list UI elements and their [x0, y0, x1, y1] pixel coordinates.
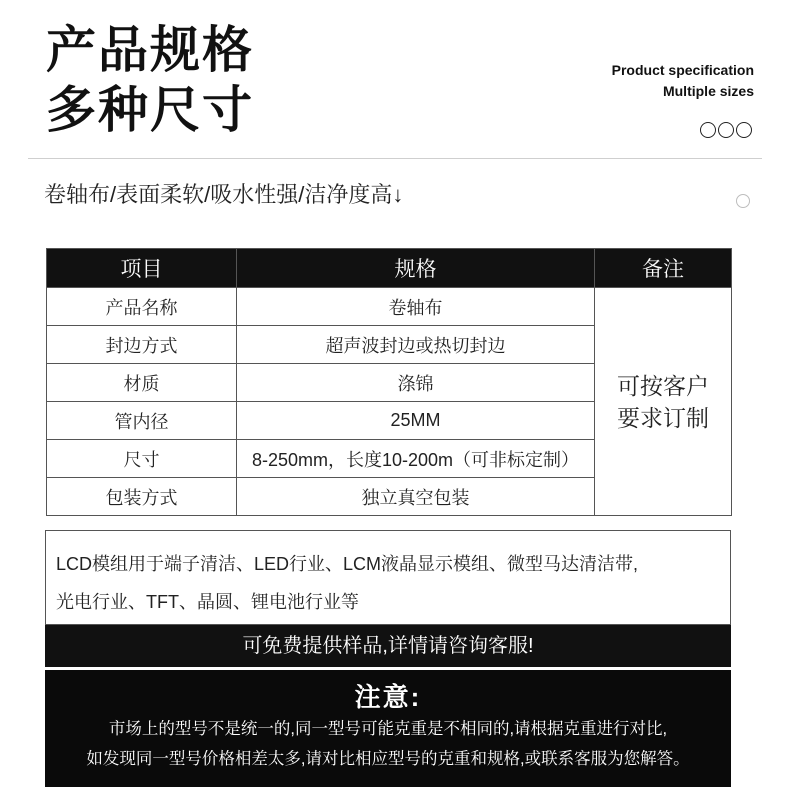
notice-line: 如发现同一型号价格相差太多,请对比相应型号的克重和规格,或联系客服为您解答。	[86, 750, 690, 768]
item-cell: 产品名称	[47, 288, 237, 326]
item-cell: 尺寸	[47, 440, 237, 478]
divider	[28, 158, 762, 159]
applications-line: LCD模组用于端子清洁、LED行业、LCM液晶显示模组、微型马达清洁带,	[56, 554, 639, 574]
circle-icon	[718, 122, 734, 138]
spec-cell: 涤锦	[237, 364, 595, 402]
applications-box	[45, 530, 731, 625]
spec-cell: 25MM	[237, 402, 595, 440]
spec-cell: 独立真空包装	[237, 478, 595, 516]
notice-line: 市场上的型号不是统一的,同一型号可能克重是不相同的,请根据克重进行对比,	[108, 720, 668, 738]
free-sample-banner: 可免费提供样品,详情请咨询客服!	[45, 625, 731, 667]
column-header: 备注	[595, 249, 732, 288]
item-cell: 管内径	[47, 402, 237, 440]
item-cell: 包装方式	[47, 478, 237, 516]
circle-icon	[700, 122, 716, 138]
english-subtitle: Multiple sizes	[662, 83, 754, 99]
note-line: 可按客户	[617, 372, 709, 399]
spec-cell: 卷轴布	[237, 288, 595, 326]
feature-line: 卷轴布/表面柔软/吸水性强/洁净度高↓	[44, 182, 404, 207]
english-title: Product specification	[611, 62, 754, 78]
note-cell	[595, 288, 732, 516]
item-cell: 材质	[47, 364, 237, 402]
page-title: 产品规格	[46, 22, 254, 78]
applications-line: 光电行业、TFT、晶圆、锂电池行业等	[56, 592, 359, 612]
notice-box	[45, 670, 731, 787]
circle-icon	[736, 194, 750, 208]
spec-cell: 8-250mm，长度10-200m（可非标定制）	[237, 440, 595, 478]
table-header-row	[47, 249, 732, 288]
item-cell: 封边方式	[47, 326, 237, 364]
spec-table	[46, 248, 732, 516]
table-row	[47, 288, 732, 326]
circle-icon	[736, 122, 752, 138]
notice-title: 注意:	[354, 682, 422, 712]
column-header: 项目	[47, 249, 237, 288]
page-subtitle: 多种尺寸	[46, 82, 254, 138]
column-header: 规格	[237, 249, 595, 288]
note-line: 要求订制	[617, 404, 709, 431]
spec-cell: 超声波封边或热切封边	[237, 326, 595, 364]
decorative-circles	[698, 122, 752, 138]
